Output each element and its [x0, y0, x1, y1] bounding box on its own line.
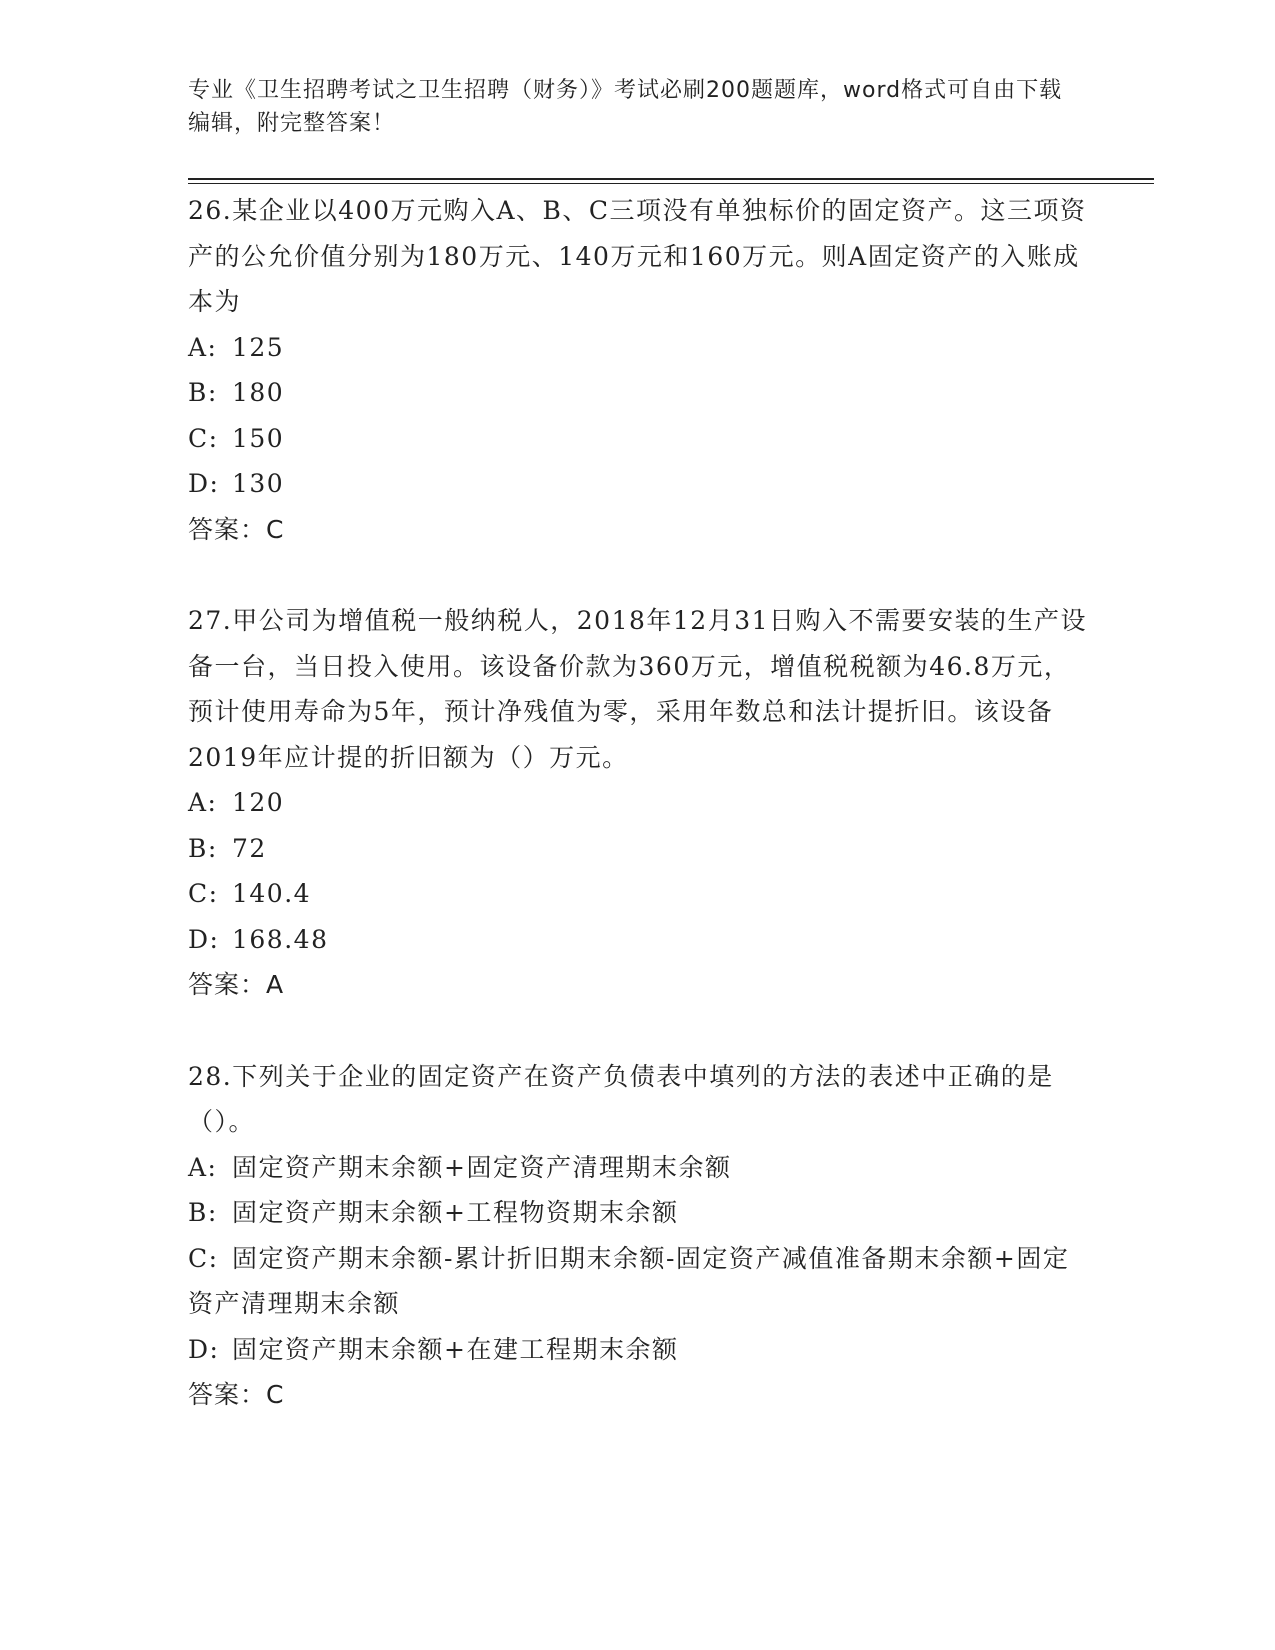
question-stem: 26.某企业以400万元购入A、B、C三项没有单独标价的固定资产。这三项资产的公允价值分别为180万元、140万元和160万元。则A固定资产的入账成本为: [188, 196, 1087, 316]
option-key: B:: [188, 1198, 218, 1227]
option-key: C:: [188, 1243, 219, 1273]
option-d: [188, 917, 1088, 963]
option-b: [188, 370, 1088, 416]
option-text: 168.48: [232, 924, 329, 954]
option-text: 固定资产期末余额+在建工程期末余额: [232, 1334, 679, 1364]
answer-line: 答案：C: [188, 514, 285, 544]
option-d: [188, 1327, 1088, 1373]
option-key: D:: [188, 1334, 220, 1364]
option-text: 固定资产期末余额+工程物资期末余额: [232, 1198, 679, 1227]
header-divider-thin: [188, 183, 1154, 184]
option-b: [188, 826, 1088, 872]
option-text: 72: [232, 833, 267, 863]
option-a: [188, 780, 1088, 826]
question-spacer: [188, 552, 1088, 598]
option-a: [188, 325, 1088, 371]
option-text: 125: [232, 332, 285, 362]
question-list: [188, 188, 1088, 1418]
option-key: B:: [188, 378, 218, 407]
option-key: A:: [188, 788, 218, 817]
option-key: D:: [188, 924, 220, 954]
option-c: [188, 1236, 1088, 1327]
document-header: 专业《卫生招聘考试之卫生招聘（财务）》考试必刷200题题库，word格式可自由下载编辑，附完整答案！: [188, 78, 1063, 136]
question-28: [188, 1054, 1088, 1418]
option-key: D:: [188, 469, 220, 498]
question-spacer: [188, 1008, 1088, 1054]
option-a: [188, 1145, 1088, 1191]
option-d: [188, 461, 1088, 507]
question-stem: 27.甲公司为增值税一般纳税人，2018年12月31日购入不需要安装的生产设备一台，当日投入使用。该设备价款为360万元，增值税税额为46.8万元，预计使用寿命为5年，预计净残值为零，采用年数总和法计提折旧。该设备2019年应计提的折旧额为（）万元。: [188, 606, 1088, 772]
option-key: A:: [188, 332, 218, 362]
option-key: B:: [188, 833, 218, 863]
option-key: C:: [188, 879, 219, 908]
option-text: 固定资产期末余额+固定资产清理期末余额: [232, 1152, 732, 1182]
option-text: 130: [232, 469, 285, 498]
question-stem: 28.下列关于企业的固定资产在资产负债表中填列的方法的表述中正确的是（）。: [188, 1061, 1054, 1136]
option-text: 180: [232, 378, 285, 407]
option-b: [188, 1190, 1088, 1236]
option-text: 150: [232, 423, 285, 453]
option-text: 固定资产期末余额-累计折旧期末余额-固定资产减值准备期末余额+固定资产清理期末余额: [188, 1243, 1070, 1318]
answer-line: 答案：A: [188, 970, 285, 999]
question-27: [188, 598, 1088, 1008]
option-key: C:: [188, 423, 219, 453]
option-text: 120: [232, 788, 285, 817]
header-divider-thick: [188, 178, 1154, 180]
option-text: 140.4: [232, 879, 312, 908]
option-c: [188, 416, 1088, 462]
option-c: [188, 871, 1088, 917]
answer-line: 答案：C: [188, 1380, 285, 1409]
question-26: [188, 188, 1088, 552]
option-key: A:: [188, 1152, 218, 1182]
